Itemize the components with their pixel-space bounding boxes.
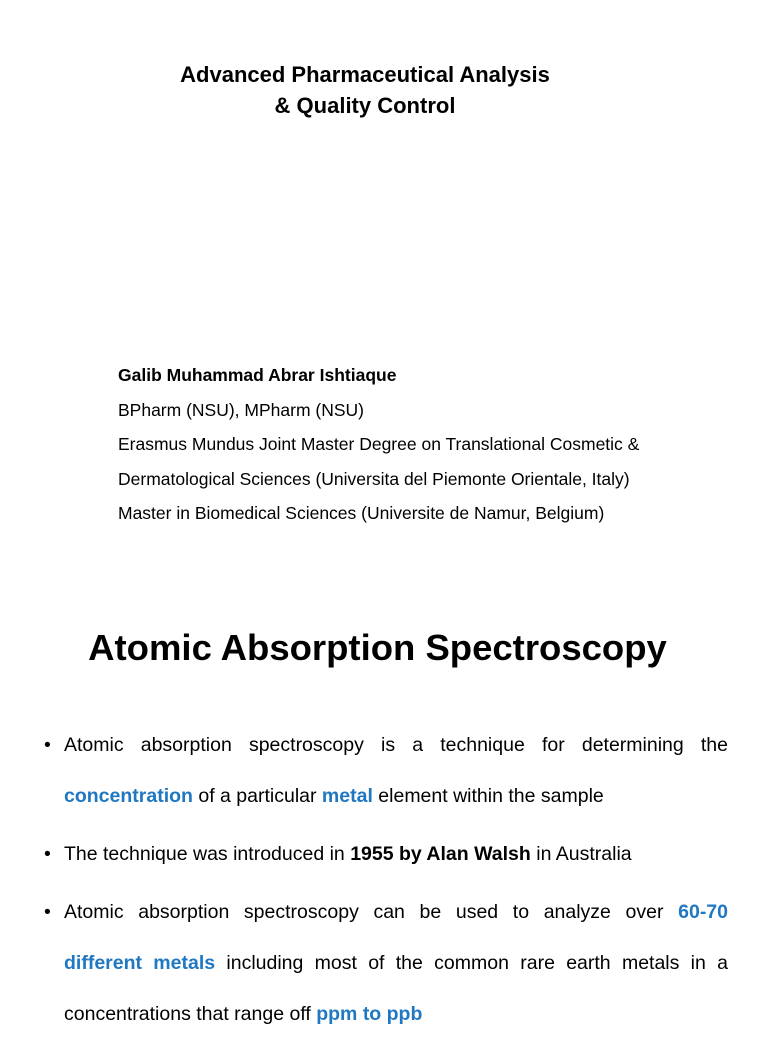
bullet-text-part: of a particular: [192, 785, 322, 807]
bullet-text-part: Atomic absorption spectroscopy can be used to analyze over: [64, 901, 679, 923]
bullet-dot-icon: •: [44, 901, 51, 923]
bullet-text-part: The technique was introduced in: [64, 843, 351, 865]
bullet-text-part: in Australia: [530, 843, 632, 865]
author-block: [118, 358, 758, 531]
course-title: [130, 59, 600, 121]
author-masters: Master in Biomedical Sciences (Universite de Namur, Belgium): [118, 503, 605, 523]
bullet-item-2: [44, 829, 728, 880]
bullet-text-part: Atomic absorption spectroscopy is a technique for determining the: [64, 734, 728, 756]
author-degree: BPharm (NSU), MPharm (NSU): [118, 399, 364, 420]
bullet-text-part: including most of the common rare earth metals in a concentrations that range off: [64, 952, 728, 1025]
bold-date-inventor: 1955 by Alan Walsh: [350, 843, 531, 865]
bullet-item-1: [44, 720, 728, 822]
bullet-text: [64, 887, 728, 1040]
bullet-text-part: element within the sample: [372, 785, 604, 807]
bullet-dot-icon: •: [44, 734, 51, 756]
bullet-item-3: [44, 887, 728, 1040]
course-title-line-2: & Quality Control: [274, 93, 456, 118]
highlight-metal: metal: [321, 785, 373, 807]
course-title-line-1: Advanced Pharmaceutical Analysis: [180, 62, 550, 87]
author-name: Galib Muhammad Abrar Ishtiaque: [118, 365, 397, 385]
bullet-text: [64, 720, 728, 822]
slide-heading: Atomic Absorption Spectroscopy: [88, 627, 667, 668]
highlight-concentration: concentration: [64, 785, 193, 807]
highlight-range: ppm to ppb: [316, 1003, 423, 1025]
bullet-text: [64, 829, 728, 880]
bullet-dot-icon: •: [44, 843, 51, 865]
author-erasmus-line-2: Dermatological Sciences (Universita del Piemonte Orientale, Italy): [118, 468, 630, 489]
author-erasmus-line-1: Erasmus Mundus Joint Master Degree on Translational Cosmetic &: [118, 434, 640, 454]
bullet-list: [44, 720, 728, 1047]
highlight-metal-count: 60-70 different metals: [64, 901, 728, 974]
content-slide: [0, 560, 768, 1024]
